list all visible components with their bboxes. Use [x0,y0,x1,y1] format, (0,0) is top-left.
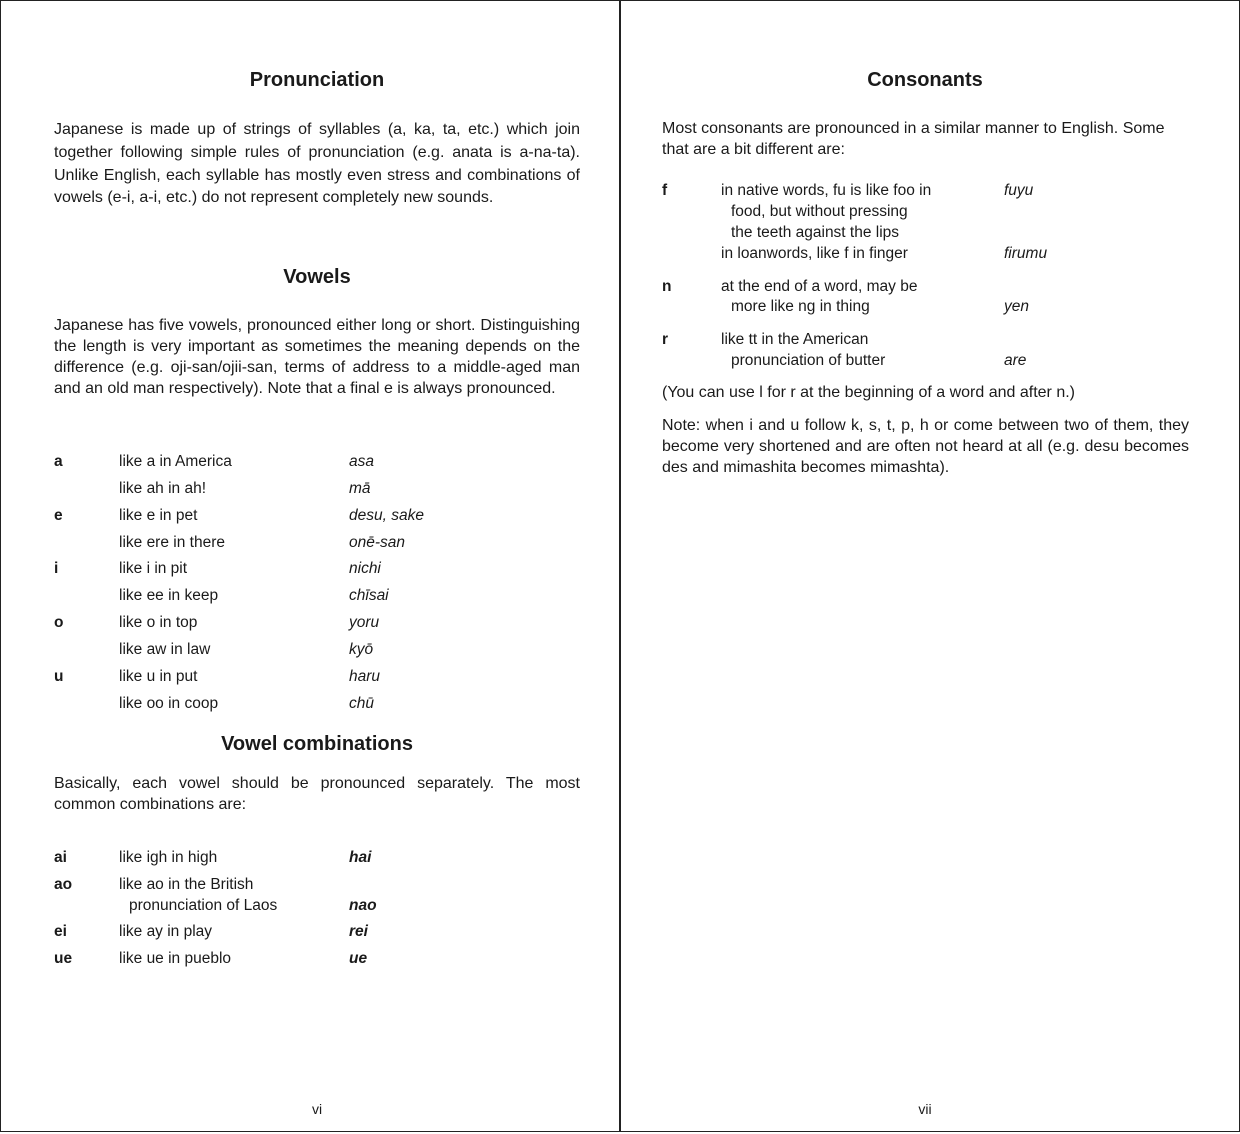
vowel-desc: like o in top [119,614,198,631]
combination-example: rei [349,923,368,940]
vowels-heading: Vowels [283,266,351,288]
consonant-desc: in loanwords, like f in finger [721,245,908,262]
vowel-row [54,451,63,472]
combination-example: hai [349,849,372,866]
consonant-example: fuyu [1004,182,1034,199]
combination-example: nao [349,897,377,914]
vowel-example: haru [349,668,381,685]
vowel-combinations-paragraph: Basically, each vowel should be pronounced separately. The most common combinations are: [54,775,580,813]
consonant-example: firumu [1004,245,1048,262]
vowel-desc: like e in pet [119,507,198,524]
vowel-letter: e [54,507,63,524]
consonant-desc: food, but without pressing [731,203,908,220]
consonant-example: yen [1004,298,1029,315]
vowel-example: onē-san [349,534,406,551]
combination-row [54,921,67,942]
consonant-row [662,180,667,201]
vowel-row [54,558,58,579]
right-page [620,0,1240,1132]
vowel-letter: a [54,453,63,470]
combination-letters: ei [54,923,67,940]
combination-row [54,847,67,868]
combination-desc: like ao in the British [119,876,254,893]
vowel-row [54,505,63,526]
combination-letters: ao [54,876,73,893]
combination-example: ue [349,950,368,967]
vowel-example: desu, sake [349,507,424,524]
combination-letters: ai [54,849,67,866]
vowel-desc: like u in put [119,668,198,685]
vowel-letter: u [54,668,64,685]
vowel-row [54,612,63,633]
consonant-desc: more like ng in thing [731,298,870,315]
vowel-example: asa [349,453,374,470]
vowel-desc: like oo in coop [119,695,219,712]
consonant-letter: f [662,182,668,199]
vowel-combinations-heading: Vowel combinations [221,733,413,755]
pronunciation-paragraph: Japanese is made up of strings of syllables (a, ka, ta, etc.) which join together following simple rules of pronunciation (e.g. anata is a-na-ta). Unlike English, each syllable has mostly even stress and combinations of vowels (e-i, a-i, etc.) do not represent completely new sounds. [54,121,580,207]
consonant-example: are [1004,352,1027,369]
vowel-example: yoru [349,614,380,631]
vowel-row [54,666,63,687]
consonant-desc: at the end of a word, may be [721,278,918,295]
page-number: vi [311,1101,323,1117]
consonant-desc: the teeth against the lips [731,224,900,241]
combination-letters: ue [54,950,73,967]
consonant-row [662,329,668,350]
page-number: vii [918,1101,932,1117]
combination-row [54,948,72,969]
combination-desc: pronunciation of Laos [129,897,278,914]
vowels-paragraph: Japanese has five vowels, pronounced either long or short. Distinguishing the length is very important as sometimes the meaning depends on the difference (e.g. oji-san/ojii-san, terms of address to a middle-aged man and an old man respectively). Note that a final e is always pronounced. [54,317,580,397]
consonants-heading: Consonants [867,69,983,91]
combination-desc: like ue in pueblo [119,950,232,967]
l-for-r-note: (You can use l for r at the beginning of a word and after n.) [662,384,1075,401]
vowel-desc: like ah in ah! [119,480,207,497]
vowel-example: chīsai [349,587,389,604]
vowel-desc: like ee in keep [119,587,219,604]
vowel-letter: i [54,560,59,577]
combination-desc: like igh in high [119,849,218,866]
vowel-desc: like aw in law [119,641,211,658]
vowel-desc: like ere in there [119,534,225,551]
pronunciation-heading: Pronunciation [249,69,385,91]
vowel-example: kyō [349,641,374,658]
vowel-example: chū [349,695,374,712]
vowel-example: mā [349,480,371,497]
vowel-desc: like i in pit [119,560,188,577]
combination-row [54,874,72,895]
shortening-note: Note: when i and u follow k, s, t, p, h or come between two of them, they become very shortened and are often not heard at all (e.g. desu becomes des and mimashita becomes mimashta). [662,417,1189,476]
consonant-letter: r [662,331,669,348]
vowel-desc: like a in America [119,453,232,470]
left-page [0,0,620,1132]
consonant-row [662,276,671,297]
vowel-example: nichi [349,560,381,577]
consonant-desc: pronunciation of butter [731,352,886,369]
vowel-letter: o [54,614,64,631]
consonant-desc: like tt in the American [721,331,869,348]
consonant-desc: in native words, fu is like foo in [721,182,932,199]
consonants-intro: Most consonants are pronounced in a similar manner to English. Some that are a bit different are: [662,120,1165,158]
consonant-letter: n [662,278,672,295]
combination-desc: like ay in play [119,923,213,940]
